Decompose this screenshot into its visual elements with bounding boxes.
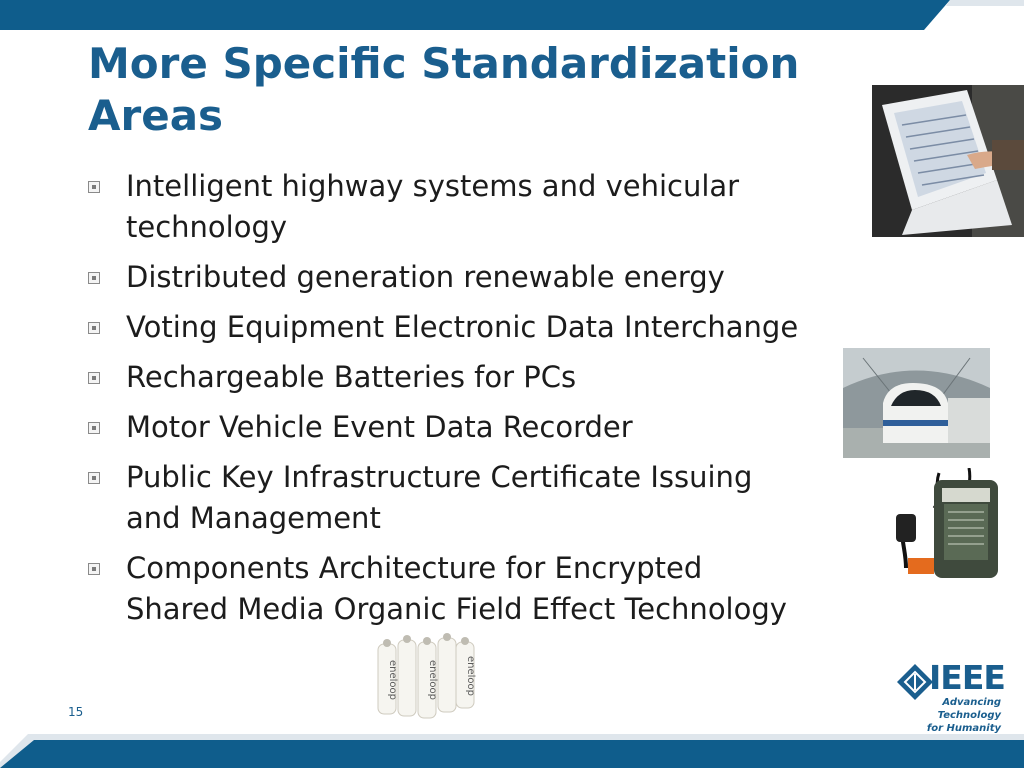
bullet-text: Motor Vehicle Event Data Recorder bbox=[126, 410, 633, 444]
bullet-text-continued: Shared Media Organic Field Effect Technology bbox=[126, 592, 787, 626]
ieee-tagline-line-1: Advancing Technology bbox=[937, 697, 1001, 721]
slide-title-line-2: Areas bbox=[88, 91, 224, 140]
bullet-item bbox=[88, 548, 938, 630]
ieee-logo bbox=[895, 658, 1005, 734]
bullet-list bbox=[88, 166, 938, 639]
eneloop-batteries-photo bbox=[372, 630, 480, 722]
top-header-band bbox=[0, 0, 1024, 30]
slide-title-line-1: More Specific Standardization bbox=[88, 39, 800, 88]
page-number: 15 bbox=[68, 705, 84, 719]
bullet-item bbox=[88, 307, 938, 348]
bullet-item bbox=[88, 457, 938, 539]
square-bullet-icon bbox=[88, 372, 100, 384]
bullet-text: Intelligent highway systems and vehicular bbox=[126, 169, 740, 203]
square-bullet-icon bbox=[88, 472, 100, 484]
bottom-footer-band bbox=[0, 728, 1024, 768]
ieee-tagline-line-2: for Humanity bbox=[926, 723, 1001, 734]
bullet-text: Public Key Infrastructure Certificate Issuing bbox=[126, 460, 753, 494]
bullet-item bbox=[88, 257, 938, 298]
square-bullet-icon bbox=[88, 422, 100, 434]
battery-label-3: eneloop bbox=[465, 656, 476, 697]
bullet-text-continued: technology bbox=[126, 210, 288, 244]
battery-label-1: eneloop bbox=[387, 660, 398, 701]
battery-label-2: eneloop bbox=[427, 660, 438, 701]
slide-title bbox=[88, 38, 868, 142]
bullet-text: Distributed generation renewable energy bbox=[126, 260, 725, 294]
ieee-wordmark: IEEE bbox=[929, 658, 1005, 697]
square-bullet-icon bbox=[88, 272, 100, 284]
event-data-recorder-photo bbox=[894, 468, 1002, 580]
bullet-item bbox=[88, 407, 938, 448]
bullet-text: Voting Equipment Electronic Data Interchange bbox=[126, 310, 799, 344]
square-bullet-icon bbox=[88, 181, 100, 193]
maglev-train-photo bbox=[843, 348, 990, 458]
bullet-text-continued: and Management bbox=[126, 501, 381, 535]
square-bullet-icon bbox=[88, 322, 100, 334]
bullet-text: Components Architecture for Encrypted bbox=[126, 551, 703, 585]
bullet-item bbox=[88, 357, 938, 398]
bullet-text: Rechargeable Batteries for PCs bbox=[126, 360, 577, 394]
voting-machine-photo bbox=[872, 85, 1024, 237]
square-bullet-icon bbox=[88, 563, 100, 575]
bullet-item bbox=[88, 166, 938, 248]
